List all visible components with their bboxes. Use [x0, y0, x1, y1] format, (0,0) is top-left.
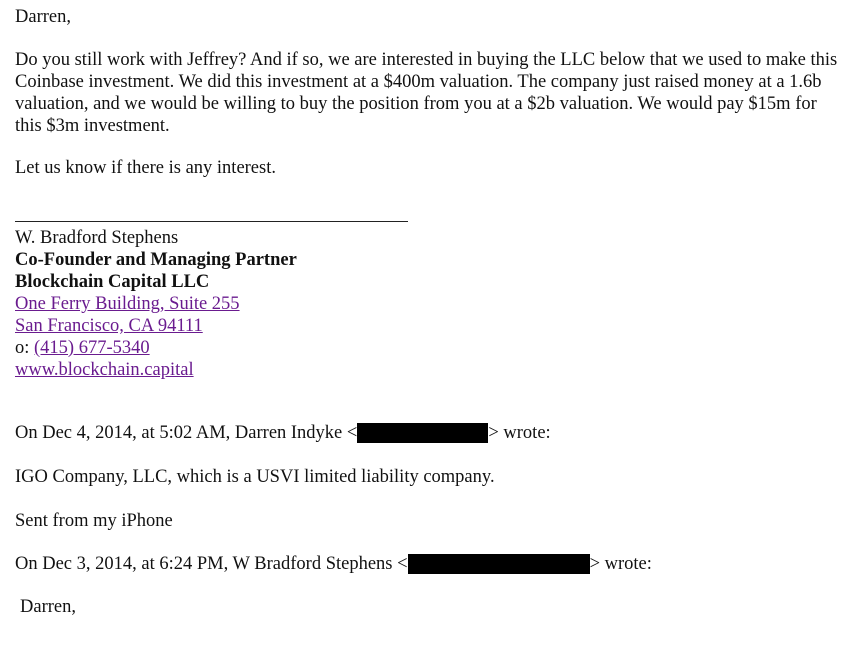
quoted-header-2-prefix: On Dec 3, 2014, at 6:24 PM, W Bradford Stephens < — [15, 554, 408, 574]
greeting: Darren, — [15, 7, 71, 27]
quoted-header-1-suffix: > wrote: — [488, 423, 551, 443]
phone-line — [15, 337, 845, 359]
quoted-header-2 — [15, 553, 845, 575]
signature-name: W. Bradford Stephens — [15, 228, 179, 248]
quoted-header-2-suffix: > wrote: — [589, 554, 652, 574]
signature-title: Co-Founder and Managing Partner — [15, 250, 297, 270]
redaction-bar — [357, 423, 488, 443]
address-line2-link[interactable]: San Francisco, CA 94111 — [15, 316, 203, 336]
quoted-body-1: IGO Company, LLC, which is a USVI limited liability company. — [15, 467, 495, 487]
sent-from-line: Sent from my iPhone — [15, 511, 173, 531]
quoted-header-1 — [15, 422, 845, 444]
message-body: Do you still work with Jeffrey? And if so, we are interested in buying the LLC below that we used to make this Coinbase investment. We did this investment at a $400m valuation. The company just raised money at a 1.6b valuation, and we would be willing to buy the position from you at a $2b valuation. We would pay $15m for this $3m investment. — [15, 50, 838, 136]
closing-line: Let us know if there is any interest. — [15, 158, 276, 178]
signature-company: Blockchain Capital LLC — [15, 272, 210, 292]
email-message — [15, 6, 845, 618]
website-link[interactable]: www.blockchain.capital — [15, 360, 194, 380]
phone-prefix: o: — [15, 338, 35, 358]
email-signature — [15, 227, 845, 381]
address-line1-link[interactable]: One Ferry Building, Suite 255 — [15, 294, 240, 314]
phone-link[interactable]: (415) 677-5340 — [34, 338, 150, 358]
quoted-greeting: Darren, — [20, 597, 76, 617]
signature-divider — [15, 221, 408, 222]
redaction-bar — [408, 554, 590, 574]
quoted-header-1-prefix: On Dec 4, 2014, at 5:02 AM, Darren Indyke < — [15, 423, 358, 443]
